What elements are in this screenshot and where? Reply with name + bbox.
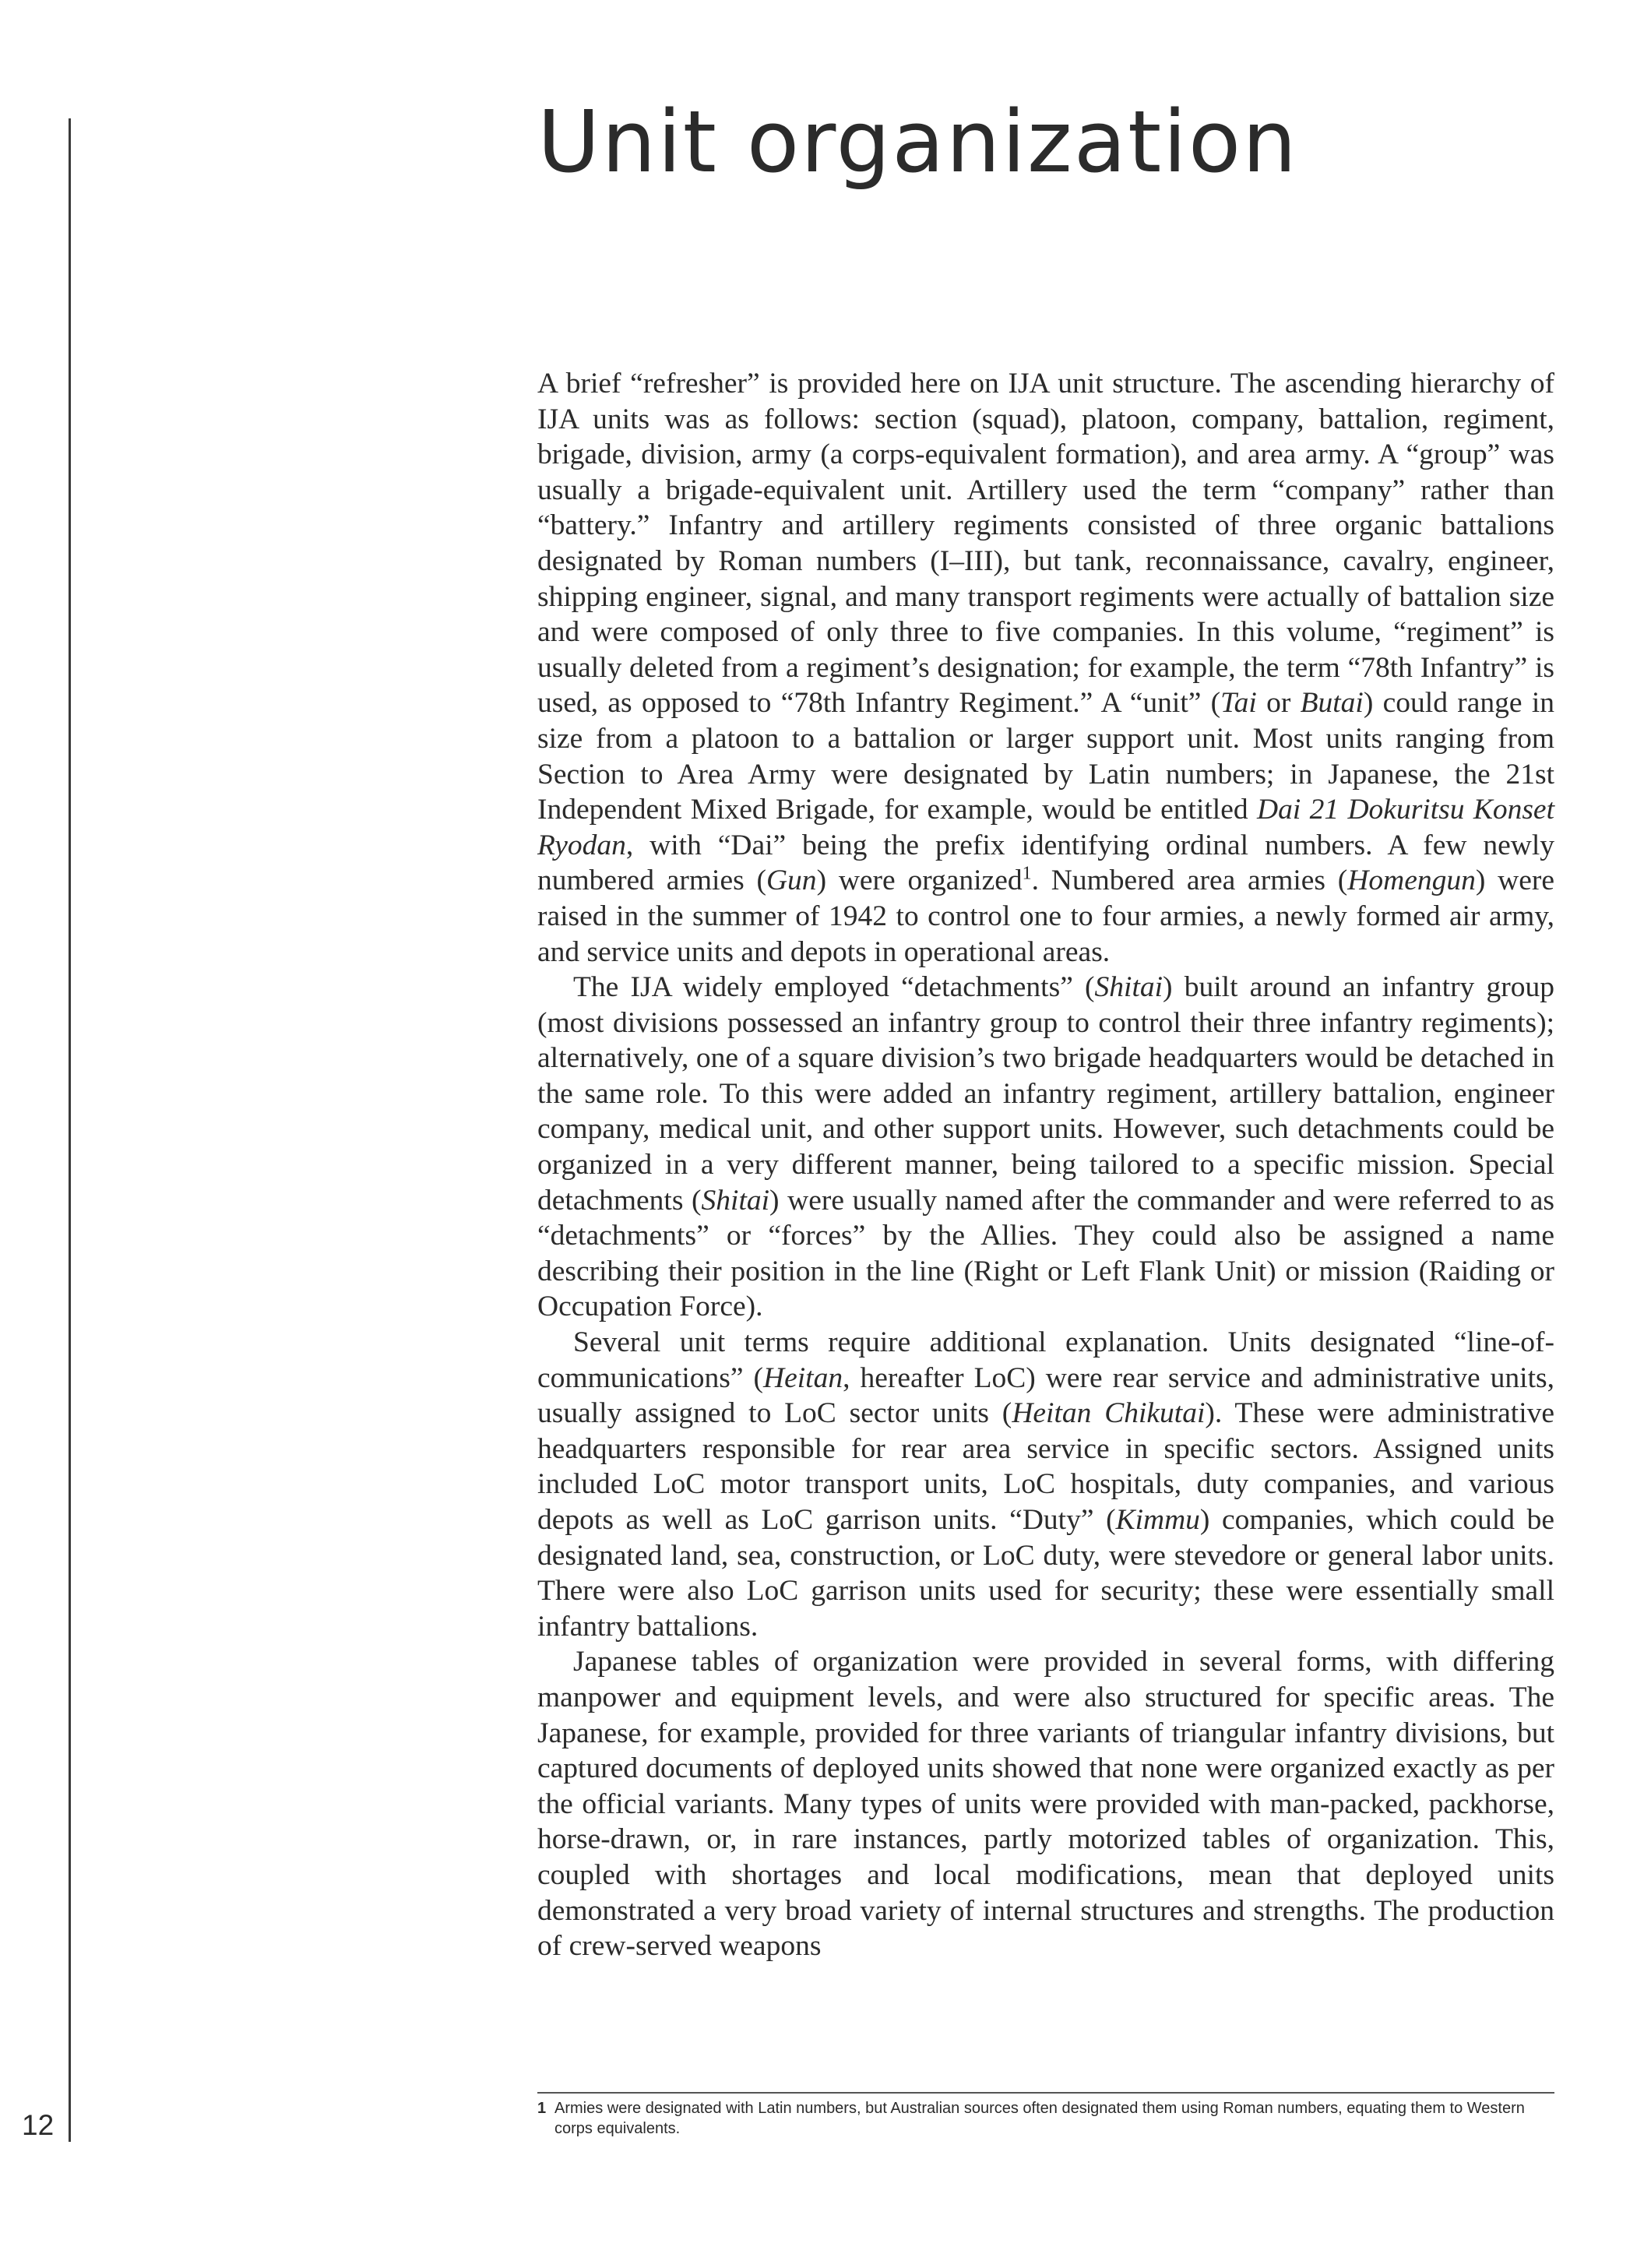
italic-term: Kimmu [1115,1504,1200,1536]
page-title: Unit organization [537,92,1298,192]
paragraph-text: ). These were administrative headquarters responsible for rear area service in specific sectors. Assigned units included LoC motor transport units, LoC hospitals, duty companies, and various depots as well as LoC garrison units. “Duty” ( [537,1397,1555,1536]
paragraph-text: , with “Dai” being the prefix identifying ordinal numbers. A few newly numbered armies ( [537,829,1554,897]
italic-term: Homengun [1347,865,1476,897]
paragraph-text: ) were raised in the summer of 1942 to control one to four armies, a newly formed air army, and service units and depots in operational areas. [537,865,1554,968]
italic-term: Gun [766,865,817,897]
italic-term: Shitai [701,1184,770,1217]
footnote-rule [537,2092,1554,2094]
paragraph-text: or [1256,687,1301,720]
paragraph-text: ) were usually named after the commander and were referred to as “detachments” or “forces” by the Allies. They could also be assigned a name describing their position in the line (Right or Left Flank Unit) or mission (Raiding or Occupation Force). [537,1184,1554,1323]
italic-term: Heitan Chikutai [1012,1397,1206,1430]
paragraph-text: ) companies, which could be designated land, sea, construction, or LoC duty, were stevedore or general labor units. There were also LoC garrison units used for security; these were essentially small infantry battalions. [537,1504,1554,1643]
paragraph-1 [537,366,1554,970]
paragraph-text: Japanese tables of organization were provided in several forms, with differing manpower and equipment levels, and were also structured for specific areas. The Japanese, for example, provided for three variants of triangular infantry divisions, but captured documents of deployed units showed that none were organized exactly as per the official variants. Many types of units were provided with man-packed, packhorse, horse-drawn, or, in rare instances, partly motorized tables of organization. This, coupled with shortages and local modifications, mean that deployed units demonstrated a very broad variety of internal structures and strengths. The production of crew-served weapons [537,1646,1554,1963]
footnote-text: Armies were designated with Latin numbers, but Australian sources often designated them using Roman numbers, equating them to Western corps equivalents. [554,2100,1525,2137]
paragraph-text: ) could range in size from a platoon to a battalion or larger support unit. Most units ranging from Section to Area Army were designated by Latin numbers; in Japanese, the 21st Independent Mixed Brigade, for example, would be entitled [537,687,1554,826]
paragraph-text: . Numbered area armies ( [1031,865,1348,897]
body-text [537,366,1554,1964]
paragraph-3 [537,1325,1554,1644]
footnote [537,2098,1550,2139]
italic-term: Butai [1300,687,1364,720]
italic-term: Heitan [763,1361,843,1394]
paragraph-2 [537,970,1554,1325]
paragraph-text: Several unit terms require additional explanation. Units designated “line-of-communications” ( [537,1326,1554,1394]
paragraph-text: ) were organized [816,865,1023,897]
italic-term: Dai 21 Dokuritsu Konset Ryodan [537,794,1554,861]
italic-term: Shitai [1094,971,1163,1004]
paragraph-text: ) built around an infantry group (most divisions possessed an infantry group to control their three infantry regiments); alternatively, one of a square division’s two brigade headquarters would be detached in the same role. To this were added an infantry regiment, artillery battalion, engineer company, medical unit, and other support units. However, such detachments could be organized in a very different manner, being tailored to a specific mission. Special detachments ( [537,971,1554,1217]
paragraph-4 [537,1644,1554,1963]
footnote-marker: 1 [1022,863,1032,884]
paragraph-text: , hereafter LoC) were rear service and administrative units, usually assigned to LoC sector units ( [537,1361,1554,1430]
italic-term: Tai [1220,687,1257,720]
margin-rule [69,118,71,2142]
footnote-number: 1 [537,2100,547,2117]
page-number: 12 [22,2109,55,2141]
paragraph-text: A brief “refresher” is provided here on IJA unit structure. The ascending hierarchy of IJA units was as follows: section (squad), platoon, company, battalion, regiment, brigade, division, army (a corps-equivalent formation), and area army. A “group” was usually a brigade-equivalent unit. Artillery used the term “company” rather than “battery.” Infantry and artillery regiments consisted of three organic battalions designated by Roman numbers (I–III), but tank, reconnaissance, cavalry, engineer, shipping engineer, signal, and many transport regiments were actually of battalion size and were composed of only three to five companies. In this volume, “regiment” is usually deleted from a regiment’s designation; for example, the term “78th Infantry” is used, as opposed to “78th Infantry Regiment.” A “unit” ( [537,368,1554,720]
paragraph-text: The IJA widely employed “detachments” ( [573,971,1095,1004]
